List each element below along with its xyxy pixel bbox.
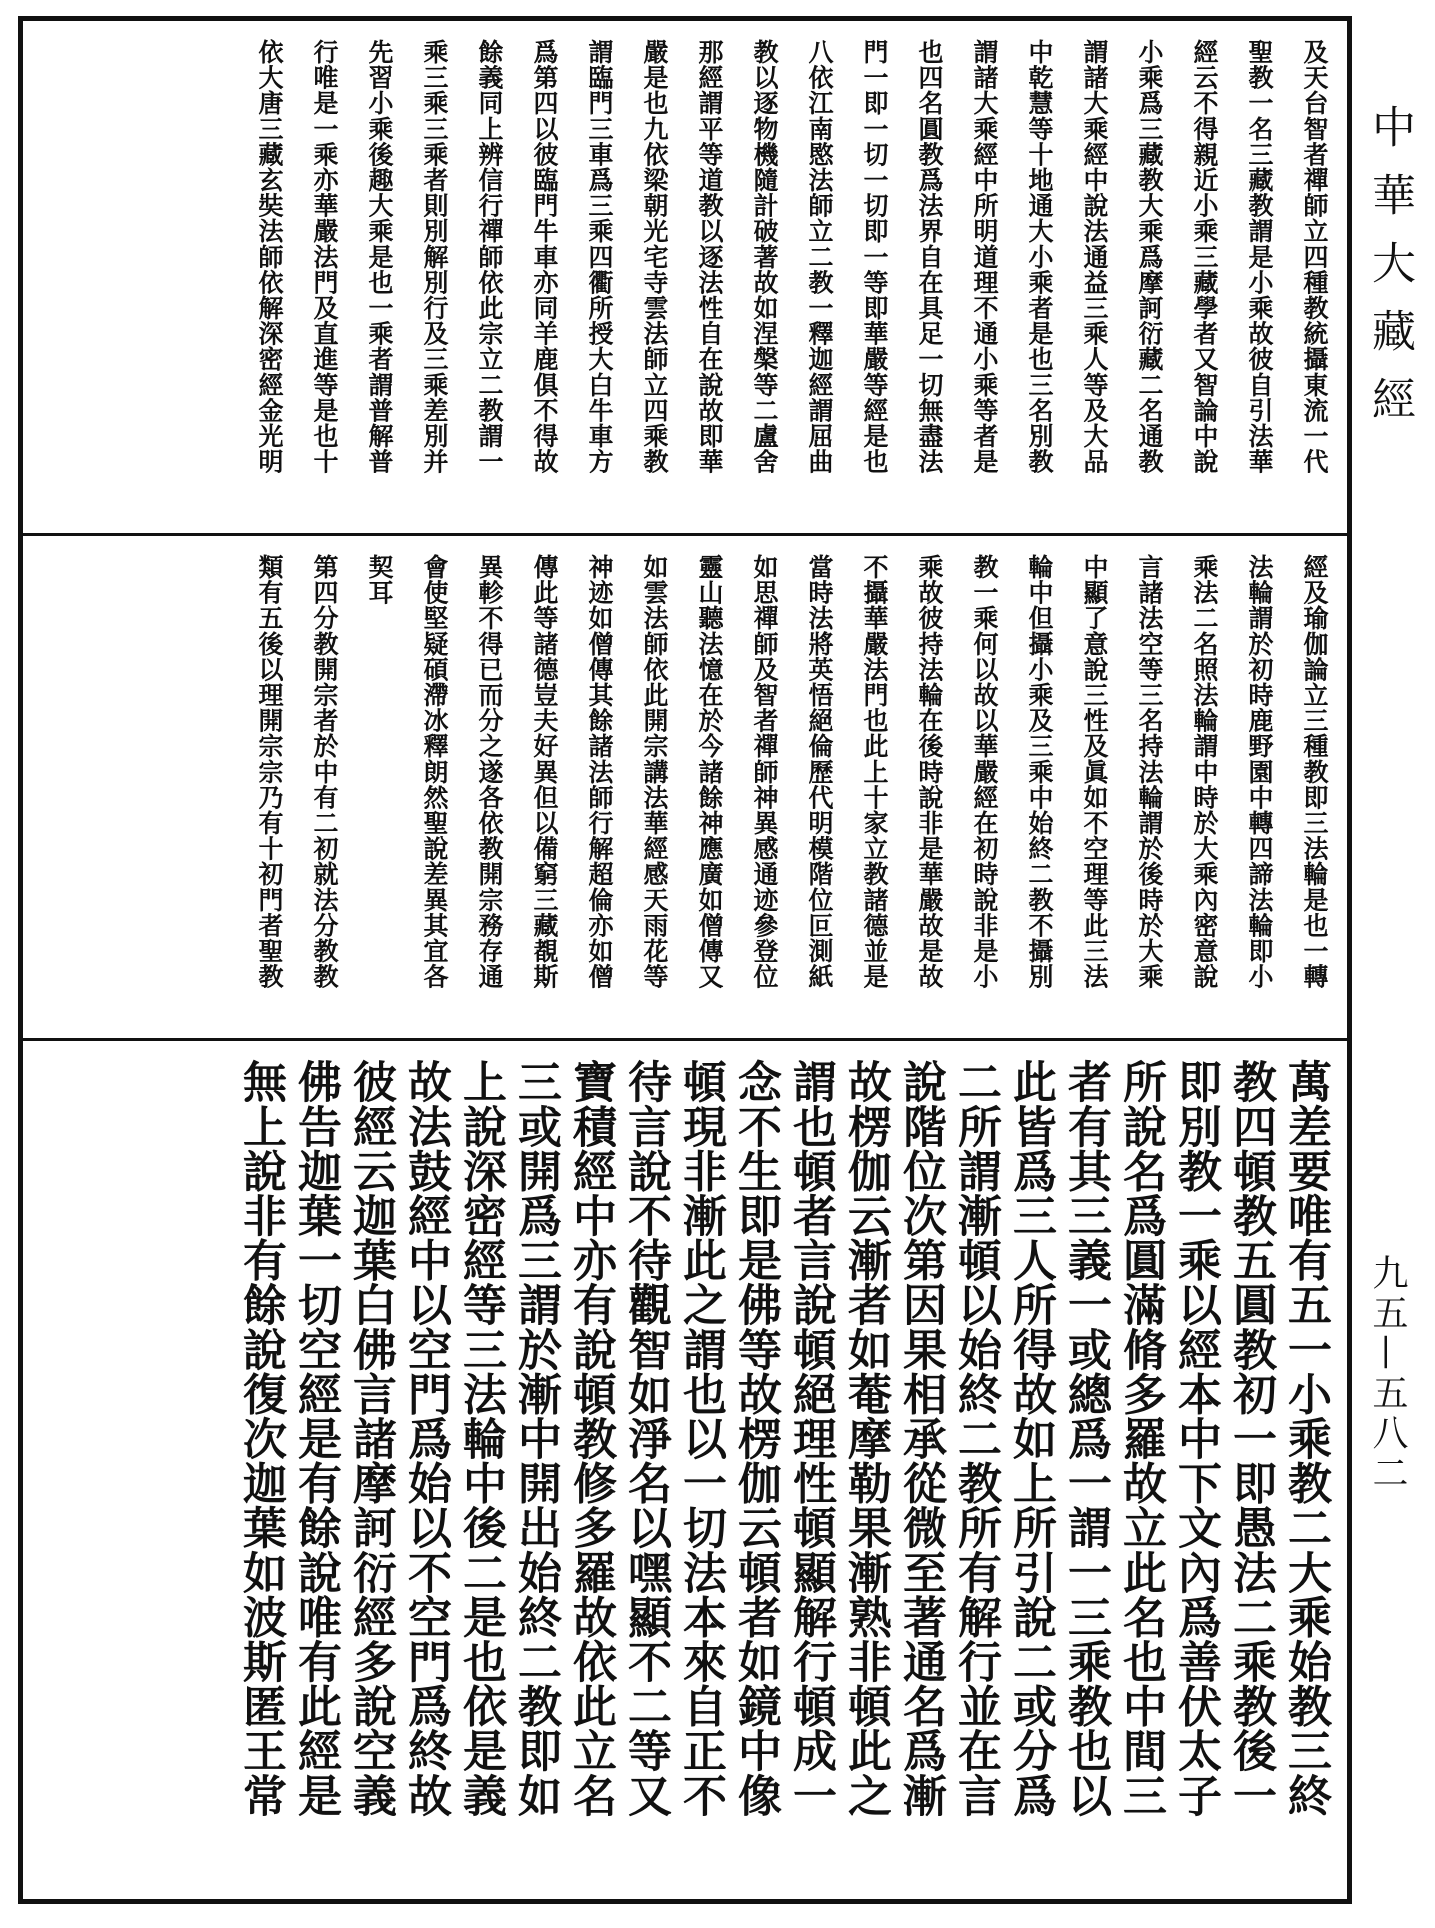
text-column: 行唯是一乘亦華嚴法門及直進等是也十 (310, 39, 339, 475)
text-column: 經及瑜伽論立三種教即三法輪是也一轉 (1300, 554, 1329, 990)
panel-bottom (23, 1041, 1347, 1899)
text-column: 謂諸大乘經中說法通益三乘人等及大品 (1080, 39, 1109, 475)
text-column: 中乾慧等十地通大小乘者是也三名別教 (1025, 39, 1054, 475)
text-column: 彼經云迦葉白佛言諸摩訶衍經多說空義 (345, 1059, 396, 1818)
text-column: 不攝華嚴法門也此上十家立教諸德並是 (860, 554, 889, 990)
text-column: 說階位次第因果相承從微至著通名爲漸 (895, 1059, 946, 1818)
text-column: 念不生即是佛等故楞伽云頓者如鏡中像 (730, 1059, 781, 1818)
text-column: 那經謂平等道教以逐法性自在說故即華 (695, 39, 724, 475)
text-column: 二所謂漸頓以始終二教所有解行並在言 (950, 1059, 1001, 1818)
text-column: 餘義同上辨信行禪師依此宗立二教謂一 (475, 39, 504, 475)
text-column: 門一即一切一切即一等即華嚴等經是也 (860, 39, 889, 475)
text-column: 神迹如僧傳其餘諸法師行解超倫亦如僧 (585, 554, 614, 990)
text-column: 第四分教開宗者於中有二初就法分教教 (310, 554, 339, 990)
text-column: 也四名圓教爲法界自在具足一切無盡法 (915, 39, 944, 475)
text-frame (18, 16, 1352, 1904)
text-column: 上說深密經等三法輪中後二是也依是義 (455, 1059, 506, 1818)
text-column: 三或開爲三謂於漸中開出始終二教即如 (510, 1059, 561, 1818)
text-column: 契耳 (365, 554, 394, 606)
text-column: 如雲法師依此開宗講法華經感天雨花等 (640, 554, 669, 990)
text-column: 即別教一乘以經本中下文內爲善伏太子 (1170, 1059, 1221, 1818)
text-column: 依大唐三藏玄奘法師依解深密經金光明 (255, 39, 284, 475)
page-title: 中華大藏經 (1364, 104, 1415, 444)
text-column: 法輪謂於初時鹿野園中轉四諦法輪即小 (1245, 554, 1274, 990)
text-column: 爲第四以彼臨門牛車亦同羊鹿俱不得故 (530, 39, 559, 475)
text-column: 當時法將英悟絕倫歷代明模階位叵測紙 (805, 554, 834, 990)
text-column: 及天台智者禪師立四種教統攝東流一代 (1300, 39, 1329, 475)
text-column: 會使堅疑碩滯冰釋朗然聖說差異其宜各 (420, 554, 449, 990)
text-column: 寶積經中亦有說頓教修多羅故依此立名 (565, 1059, 616, 1818)
text-column: 類有五後以理開宗宗乃有十初門者聖教 (255, 554, 284, 990)
text-column: 故法鼓經中以空門爲始以不空門爲終故 (400, 1059, 451, 1818)
text-column: 乘法二名照法輪謂中時於大乘內密意說 (1190, 554, 1219, 990)
text-column: 傳此等諸德豈夫好異但以備窮三藏覩斯 (530, 554, 559, 990)
text-column: 小乘爲三藏教大乘爲摩訶衍藏二名通教 (1135, 39, 1164, 475)
text-column: 頓現非漸此之謂也以一切法本來自正不 (675, 1059, 726, 1818)
text-column: 無上說非有餘說復次迦葉如波斯匿王常 (235, 1059, 286, 1818)
panel-top (23, 21, 1347, 533)
page-number: 九五—五八二 (1367, 1254, 1408, 1494)
text-column: 教四頓教五圓教初一即愚法二乘教後一 (1225, 1059, 1276, 1818)
text-column: 中顯了意說三性及眞如不空理等此三法 (1080, 554, 1109, 990)
text-column: 乘三乘三乘者則別解別行及三乘差別并 (420, 39, 449, 475)
text-column: 異軫不得已而分之遂各依教開宗務存通 (475, 554, 504, 990)
text-column: 嚴是也九依梁朝光宅寺雲法師立四乘教 (640, 39, 669, 475)
text-column: 待言說不待觀智如淨名以嘿顯不二等又 (620, 1059, 671, 1818)
text-column: 靈山聽法憶在於今諸餘神應廣如僧傳又 (695, 554, 724, 990)
text-column: 聖教一名三藏教謂是小乘故彼自引法華 (1245, 39, 1274, 475)
text-column: 佛告迦葉一切空經是有餘說唯有此經是 (290, 1059, 341, 1818)
text-column: 謂也頓者言說頓絕理性頓顯解行頓成一 (785, 1059, 836, 1818)
panel-middle (23, 536, 1347, 1038)
text-column: 謂臨門三車爲三乘四衢所授大白牛車方 (585, 39, 614, 475)
text-column: 八依江南愍法師立二教一釋迦經謂屈曲 (805, 39, 834, 475)
text-column: 言諸法空等三名持法輪謂於後時於大乘 (1135, 554, 1164, 990)
text-column: 乘故彼持法輪在後時說非是華嚴故是故 (915, 554, 944, 990)
text-column: 如思禪師及智者禪師神異感通迹參登位 (750, 554, 779, 990)
text-column: 輪中但攝小乘及三乘中始終二教不攝別 (1025, 554, 1054, 990)
text-column: 故楞伽云漸者如菴摩勒果漸熟非頓此之 (840, 1059, 891, 1818)
text-column: 萬差要唯有五一小乘教二大乘始教三終 (1280, 1059, 1331, 1818)
text-column: 經云不得親近小乘三藏學者又智論中說 (1190, 39, 1219, 475)
text-column: 教以逐物機隨計破著故如涅槃等二盧舍 (750, 39, 779, 475)
text-column: 教一乘何以故以華嚴經在初時說非是小 (970, 554, 999, 990)
text-column: 此皆爲三人所得故如上所引說二或分爲 (1005, 1059, 1056, 1818)
text-column: 先習小乘後趣大乘是也一乘者謂普解普 (365, 39, 394, 475)
text-column: 者有其三義一或總爲一謂一三乘教也以 (1060, 1059, 1111, 1818)
text-column: 所說名爲圓滿脩多羅故立此名也中間三 (1115, 1059, 1166, 1818)
text-column: 謂諸大乘經中所明道理不通小乘等者是 (970, 39, 999, 475)
